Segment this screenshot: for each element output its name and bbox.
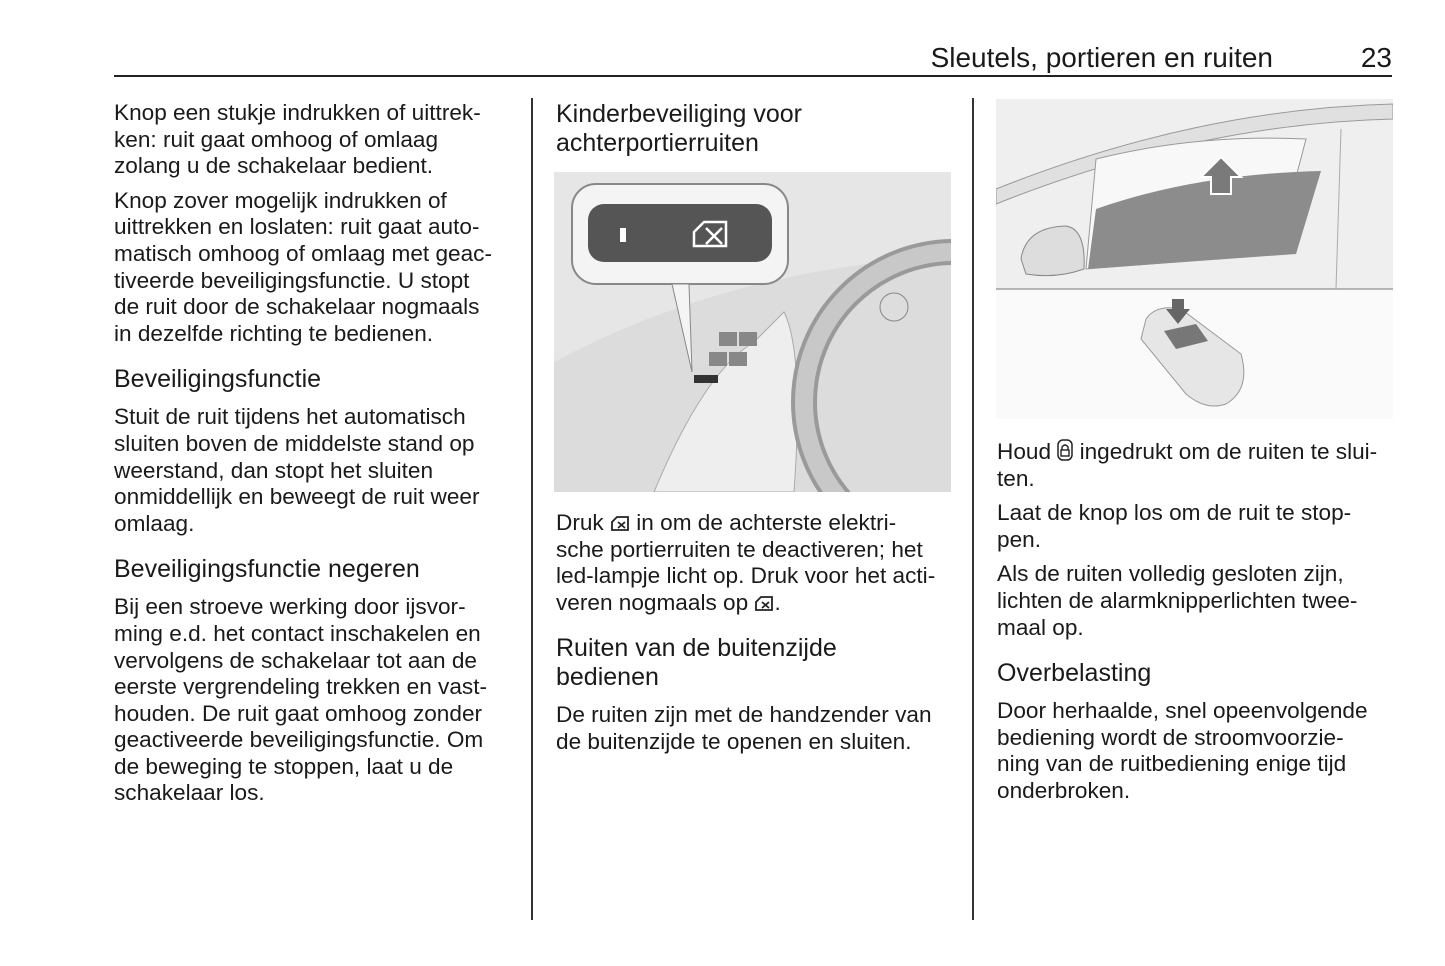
chapter-title: Sleutels, portieren en ruiten bbox=[930, 42, 1273, 73]
paragraph: Bij een stroeve werking door ijsvor- ming e.d. het contact inschakelen en vervolgens de schakelaar tot aan de eerste vergrendeling trekken en vast- houden. De ruit gaat omhoog zonder geactiveerde beveiligingsfunctie. Om de beweging te stoppen, laat u de schakelaar los. bbox=[114, 594, 487, 806]
column-3 bbox=[997, 99, 1397, 813]
paragraph: Stuit de ruit tijdens het automatisch sluiten boven de middelste stand op weerstand, dan stopt het sluiten onmiddellijk en beweegt de ruit weer omlaag. bbox=[114, 404, 480, 536]
column-divider bbox=[531, 98, 533, 920]
column-1 bbox=[114, 100, 524, 815]
page-number: 23 bbox=[1360, 42, 1392, 73]
paragraph: De ruiten zijn met de handzender van de buitenzijde te openen en sluiten. bbox=[556, 702, 932, 754]
remote-window-closing-illustration bbox=[996, 99, 1393, 419]
paragraph: Als de ruiten volledig gesloten zijn, lichten de alarmknipperlichten twee- maal op. bbox=[997, 561, 1358, 640]
section-heading: Beveiligingsfunctie bbox=[114, 365, 322, 394]
paragraph: Laat de knop los om de ruit te stop- pen. bbox=[997, 500, 1352, 552]
child-lock-switch-illustration bbox=[554, 172, 951, 492]
column-2 bbox=[556, 100, 956, 764]
paragraph: Door herhaalde, snel opeenvolgende bediening wordt de stroomvoorzie- ning van de ruitbediening enige tijd onderbroken. bbox=[997, 698, 1368, 803]
paragraph: Knop zover mogelijk indrukken of uittrekken en loslaten: ruit gaat auto- matisch omhoog of omlaag met geac- tiveerde beveiligingsfunctie. U stopt de ruit door de schakelaar nogmaals in dezelfde richting te bedienen. bbox=[114, 187, 493, 346]
child-lock-icon bbox=[610, 515, 630, 532]
section-heading: Kinderbeveiliging voor achterportierruiten bbox=[556, 100, 802, 157]
paragraph: Druk in om de achterste elektri- sche portierruiten te deactiveren; het led-lampje licht op. Druk voor het acti- veren nogmaals op . bbox=[556, 510, 936, 615]
section-heading: Ruiten van de buitenzijde bedienen bbox=[556, 634, 837, 692]
paragraph: Houd ingedrukt om de ruiten te slui- ten. bbox=[997, 439, 1378, 491]
lock-button-icon bbox=[1057, 439, 1073, 461]
child-lock-icon bbox=[754, 595, 774, 612]
paragraph: Knop een stukje indrukken of uittrek- ken: ruit gaat omhoog of omlaag zolang u de schakelaar bedient. bbox=[114, 100, 481, 179]
section-heading: Beveiligingsfunctie negeren bbox=[114, 555, 420, 584]
section-heading: Overbelasting bbox=[997, 659, 1152, 688]
column-divider bbox=[972, 98, 974, 920]
header-rule bbox=[114, 75, 1392, 77]
